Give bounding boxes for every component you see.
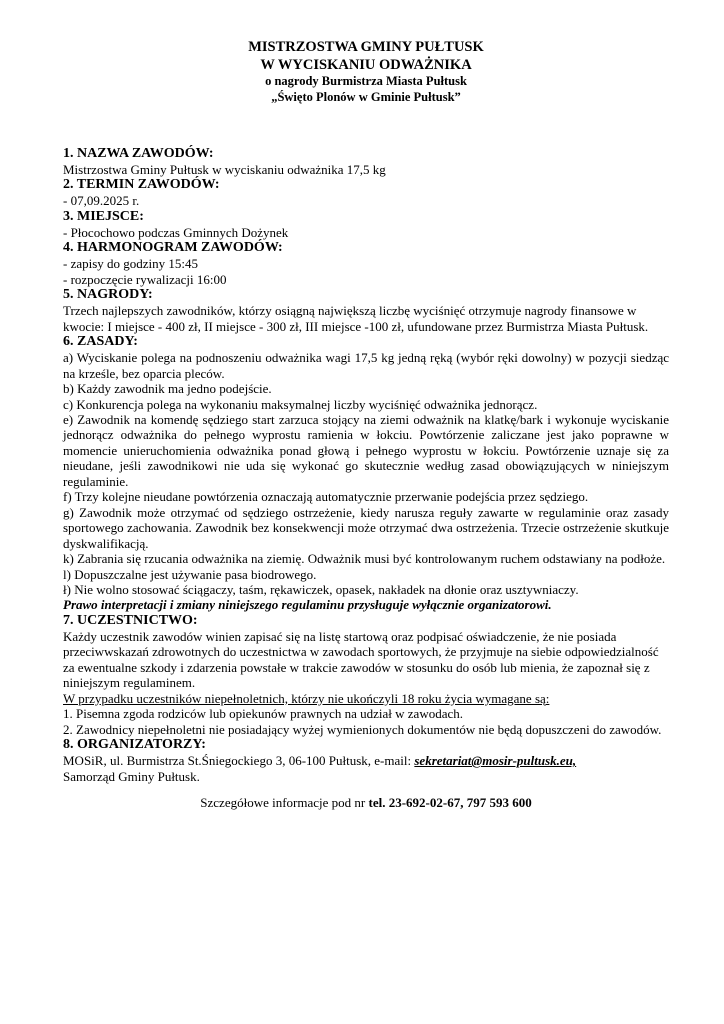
section-3-title: 3. MIEJSCE: (63, 208, 144, 224)
rule-item: k) Zabrania się rzucania odważnika na ziemię. Odważnik musi być kontrolowanym ruchem odstawiany na podłoże. (63, 551, 666, 567)
section-3-text: - Płocochowo podczas Gminnych Dożynek (63, 224, 289, 240)
email-link[interactable]: sekretariat@mosir-pultusk.eu, (414, 753, 577, 769)
rule-item: b) Każdy zawodnik ma jedno podejście. (63, 381, 272, 397)
rule-item: e) Zawodnik na komendę sędziego start zarzuca stojący na ziemi odważnik na klatkę/bark i wykonuje wyciskanie jednorącz odważnika do pełnego wyprostu ramienia w łokciu. Powtórzenie zaliczane jest jako poprawne w momencie unieruchomienia odważnika ponad głową i pełnego wyprostu w łokciu. Powtórzenie uznaje się za nieudane, jeśli zawodnikowi nie uda się wykonać go skutecznie według zasad obowiązujących w niniejszym regulaminie. (63, 411, 669, 489)
subtitle-line-2: „Święto Plonów w Gminie Pułtusk” (271, 89, 461, 104)
schedule-item: - zapisy do godziny 15:45 (63, 256, 199, 272)
interpretation-note: Prawo interpretacji i zmiany niniejszego regulaminu przysługuje wyłącznie organizatorowi. (63, 597, 552, 613)
document-body (63, 146, 669, 810)
subtitle-line-1: o nagrody Burmistrza Miasta Pułtusk (265, 74, 467, 88)
section-8-title: 8. ORGANIZATORZY: (63, 737, 206, 753)
title-line-1: MISTRZOSTWA GMINY PUŁTUSK (248, 39, 484, 55)
section-5-text: Trzech najlepszych zawodników, którzy osiągną największą liczbę wyciśnięć otrzymuje nagrody finansowe w kwocie: I miejsce - 400 zł, II miejsce - 300 zł, III miejsce -100 zł, ufundowane przez Burmistrza Miasta Pułtusk. (63, 303, 649, 334)
schedule-item: - rozpoczęcie rywalizacji 16:00 (63, 271, 227, 287)
requirement-item: 2. Zawodnicy niepełnoletni nie posiadający wyżej wymienionych dokumentów nie będą dopuszczeni do zawodów. (63, 721, 662, 737)
section-4-title: 4. HARMONOGRAM ZAWODÓW: (63, 240, 283, 256)
title-line-2: W WYCISKANIU ODWAŻNIKA (260, 57, 472, 73)
rule-item: f) Trzy kolejne nieudane powtórzenia oznaczają automatycznie przerwanie podejścia przez sędziego. (63, 489, 589, 505)
section-2-title: 2. TERMIN ZAWODÓW: (63, 177, 220, 193)
section-1-text: Mistrzostwa Gminy Pułtusk w wyciskaniu odważnika 17,5 kg (63, 162, 386, 177)
regulations-page (63, 38, 669, 810)
section-7-title: 7. UCZESTNICTWO: (63, 612, 198, 628)
section-7-text: Każdy uczestnik zawodów winien zapisać się na listę startową oraz podpisać oświadczenie, że nie posiada przeciwwskazań zdrowotnych do uczestnictwa w zawodach sportowych, że przyjmuje na siebie odpowiedzialność za ewentualne szkody i zdarzenia powstałe w trakcie zawodów w stosunku do osób lub mienia, że zapoznał się z niniejszym regulaminem. (63, 628, 659, 691)
section-1-title: 1. NAZWA ZAWODÓW: (63, 146, 214, 161)
rule-item: c) Konkurencja polega na wykonaniu maksymalnej liczby wyciśnięć odważnika jednorącz. (63, 396, 538, 412)
requirement-item: 1. Pisemna zgoda rodziców lub opiekunów prawnych na udział w zawodach. (63, 706, 463, 722)
rule-item: l) Dopuszczalne jest używanie pasa biodrowego. (63, 566, 317, 582)
organizer-line (63, 753, 669, 768)
organizer-second: Samorząd Gminy Pułtusk. (63, 768, 200, 784)
rule-item: g) Zawodnik może otrzymać od sędziego ostrzeżenie, kiedy narusza reguły zawarte w regulaminie oraz zasady sportowego zachowania. Zawodnik bez konsekwencji może otrzymać dwa ostrzeżenia. Trzecie ostrzeżenie skutkuje dyskwalifikacją. (63, 504, 669, 551)
footer-text: Szczegółowe informacje pod nr (200, 794, 369, 810)
section-2-text: - 07,09.2025 r. (63, 193, 140, 209)
rule-item: ł) Nie wolno stosować ściągaczy, taśm, rękawiczek, opasek, nakładek na dłonie oraz usztywniaczy. (63, 581, 579, 597)
footer-info (63, 795, 669, 810)
rule-item: a) Wyciskanie polega na podnoszeniu odważnika wagi 17,5 kg jedną ręką (wybór ręki dowolny) w pozycji siedząc na krześle, bez oparcia pleców. (63, 350, 669, 381)
section-5-title: 5. NAGRODY: (63, 287, 153, 303)
section-6-title: 6. ZASADY: (63, 334, 138, 350)
organizer-address: MOSiR, ul. Burmistrza St.Śniegockiego 3, 06-100 Pułtusk, e-mail: (63, 753, 415, 769)
phone-numbers: tel. 23-692-02-67, 797 593 600 (368, 794, 532, 810)
document-header (63, 38, 669, 105)
minors-requirements: W przypadku uczestników niepełnoletnich, którzy nie ukończyli 18 roku życia wymagane są: (63, 690, 550, 706)
